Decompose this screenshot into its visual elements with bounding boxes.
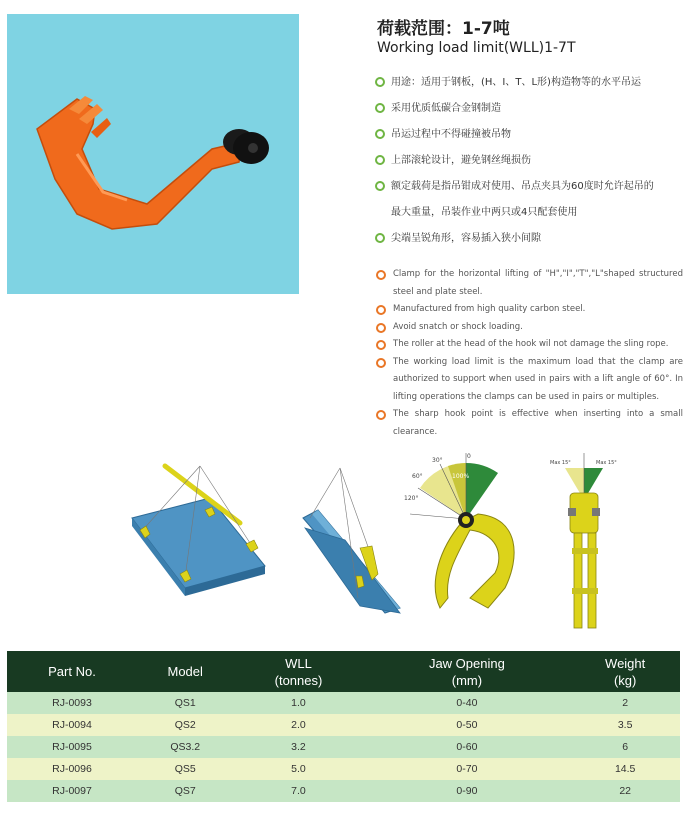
cell-model: QS7 xyxy=(137,780,234,802)
cell-part-no: RJ-0096 xyxy=(7,758,137,780)
bullet-icon xyxy=(375,155,385,165)
feature-en-text: Clamp for the horizontal lifting of "H","I","T","L"shaped structured steel and plate steel. xyxy=(393,269,683,297)
cell-model: QS1 xyxy=(137,692,234,714)
feature-cn-item xyxy=(375,154,687,167)
feature-en-text: Avoid snatch or shock loading. xyxy=(393,321,523,332)
feature-cn-item xyxy=(375,232,687,245)
cell-part-no: RJ-0093 xyxy=(7,692,137,714)
bullet-icon xyxy=(375,77,385,87)
bullet-icon xyxy=(375,181,385,191)
cell-jaw-opening: 0-40 xyxy=(363,692,570,714)
feature-en-text: The sharp hook point is effective when inserting into a small clearance. xyxy=(393,409,683,437)
header-line1: Jaw Opening xyxy=(428,655,505,671)
header-weight xyxy=(570,651,680,692)
cell-wll: 3.2 xyxy=(233,736,363,758)
feature-cn-text: 用途：适用于钢板，(H、I、T、L形)构造物等的水平吊运 xyxy=(391,77,641,88)
cell-part-no: RJ-0097 xyxy=(7,780,137,802)
header-model xyxy=(137,651,234,692)
bullet-icon xyxy=(375,103,385,113)
cell-wll: 7.0 xyxy=(233,780,363,802)
feature-cn-text: 尖端呈锐角形，容易插入狭小间隙 xyxy=(391,233,541,244)
usage-diagrams-svg xyxy=(0,448,691,648)
cell-jaw-opening: 0-90 xyxy=(363,780,570,802)
bullet-icon xyxy=(376,323,386,333)
cell-weight: 2 xyxy=(570,692,680,714)
feature-cn-continuation: 最大重量，吊装作业中两只或4只配套使用 xyxy=(391,207,578,218)
beam-lifting-diagram xyxy=(303,468,400,613)
feature-cn-item xyxy=(375,180,687,193)
bullet-icon xyxy=(376,270,386,280)
feature-en-item xyxy=(375,301,683,319)
cell-model: QS5 xyxy=(137,758,234,780)
title-en: Working load limit(WLL)1-7T xyxy=(377,40,576,56)
table-header-row xyxy=(7,651,680,692)
cell-wll: 2.0 xyxy=(233,714,363,736)
cell-weight: 22 xyxy=(570,780,680,802)
feature-en-text: The working load limit is the maximum load that the clamp are authorized to support when used in pairs with a lift angle of 60°. In lifting operations the clamps can be used in pairs or multiples. xyxy=(393,356,683,402)
table-row xyxy=(7,736,680,758)
table-row xyxy=(7,758,680,780)
cell-weight: 3.5 xyxy=(570,714,680,736)
spec-table xyxy=(7,651,680,802)
bullet-icon xyxy=(376,305,386,315)
cell-weight: 14.5 xyxy=(570,758,680,780)
label-100pct: 100% xyxy=(452,473,470,480)
bullet-icon xyxy=(376,340,386,350)
table-row xyxy=(7,714,680,736)
title-cn: 荷载范围：1-7吨 xyxy=(377,19,510,39)
feature-en-text: The roller at the head of the hook wil not damage the sling rope. xyxy=(393,339,669,349)
feature-cn-text: 吊运过程中不得碰撞被吊物 xyxy=(391,129,511,140)
cell-part-no: RJ-0094 xyxy=(7,714,137,736)
cell-jaw-opening: 0-50 xyxy=(363,714,570,736)
bullet-icon xyxy=(376,358,386,368)
feature-cn-text: 采用优质低碳合金钢制造 xyxy=(391,103,501,114)
cell-jaw-opening: 0-70 xyxy=(363,758,570,780)
feature-list-cn xyxy=(375,76,687,245)
cell-part-no: RJ-0095 xyxy=(7,736,137,758)
header-line2: (tonnes) xyxy=(274,672,323,688)
header-part-no xyxy=(7,651,137,692)
clamp-angle-diagram xyxy=(550,453,617,628)
plate-lifting-diagram xyxy=(132,466,265,596)
lift-angle-diagram xyxy=(404,453,514,608)
header-wll xyxy=(233,651,363,692)
bullet-icon xyxy=(375,129,385,139)
label-angle-30: 30° xyxy=(432,457,443,464)
feature-cn-item xyxy=(375,102,687,115)
label-max15-left: Max 15° xyxy=(550,460,571,466)
label-angle-60: 60° xyxy=(412,473,423,480)
cell-wll: 5.0 xyxy=(233,758,363,780)
cell-model: QS3.2 xyxy=(137,736,234,758)
header-line1: WLL xyxy=(285,655,312,671)
bullet-icon xyxy=(376,410,386,420)
feature-en-item xyxy=(375,336,683,354)
feature-en-item xyxy=(375,319,683,337)
header-jaw-opening xyxy=(363,651,570,692)
header-line2: (mm) xyxy=(451,672,483,688)
feature-en-item xyxy=(375,354,683,407)
bullet-icon xyxy=(375,233,385,243)
header-line1: Part No. xyxy=(48,664,96,679)
header-line2: (kg) xyxy=(613,672,637,688)
feature-en-item xyxy=(375,266,683,301)
header-line1: Weight xyxy=(605,655,646,671)
feature-cn-item xyxy=(375,128,687,141)
label-angle-120: 120° xyxy=(404,495,419,502)
feature-cn-text: 额定载荷是指吊钳成对使用、吊点夹具为60度时允许起吊的 xyxy=(391,181,654,192)
cell-wll: 1.0 xyxy=(233,692,363,714)
label-angle-0: 0 xyxy=(467,453,471,460)
header-line1: Model xyxy=(167,664,203,679)
feature-en-item xyxy=(375,406,683,441)
feature-list-en xyxy=(375,266,683,441)
feature-cn-item xyxy=(375,76,687,89)
usage-diagrams xyxy=(0,448,691,648)
cell-weight: 6 xyxy=(570,736,680,758)
table-row xyxy=(7,692,680,714)
product-photo xyxy=(7,14,299,294)
feature-en-text: Manufactured from high quality carbon steel. xyxy=(393,304,586,314)
feature-cn-text: 上部滚轮设计，避免钢丝绳损伤 xyxy=(391,155,531,166)
plate-clamp-illustration xyxy=(7,14,299,294)
table-row xyxy=(7,780,680,802)
cell-jaw-opening: 0-60 xyxy=(363,736,570,758)
cell-model: QS2 xyxy=(137,714,234,736)
label-max15-right: Max 15° xyxy=(596,460,617,466)
